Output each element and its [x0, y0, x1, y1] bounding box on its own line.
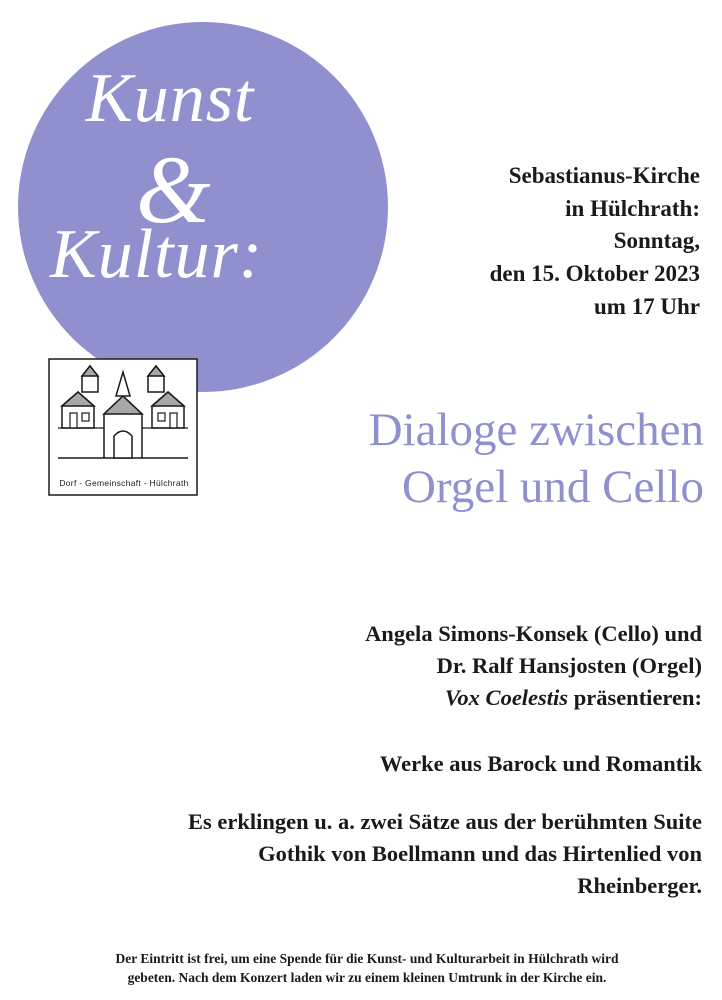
program-block	[142, 748, 702, 780]
program-line: Werke aus Barock und Romantik	[379, 751, 702, 776]
page-title	[144, 402, 704, 517]
pieces-block	[32, 806, 702, 902]
performer-organ: Dr. Ralf Hansjosten (Orgel)	[436, 652, 702, 678]
performer-cello: Angela Simons-Konsek (Cello) und	[365, 621, 702, 646]
venue-block	[320, 160, 700, 323]
venue-line-church: Sebastianus-Kirche	[508, 163, 700, 188]
wordmark-line-kunst: Kunst	[86, 60, 255, 137]
pieces-line-1: Es erklingen u. a. zwei Sätze aus der berühmten Suite	[188, 809, 702, 834]
performers-block	[142, 618, 702, 714]
emblem-caption: Dorf - Gemeinschaft - Hülchrath	[59, 478, 189, 488]
ensemble-suffix: präsentieren:	[568, 684, 702, 710]
footer-line-2: gebeten. Nach dem Konzert laden wir zu einem kleinen Umtrunk in der Kirche ein.	[127, 969, 607, 985]
ensemble-line	[142, 682, 702, 714]
venue-line-place: in Hülchrath:	[565, 195, 700, 221]
pieces-line-2: Gothik von Boellmann und das Hirtenlied von	[258, 840, 702, 866]
footer-line-1: Der Eintritt ist frei, um eine Spende für die Kunst- und Kulturarbeit in Hülchrath wird	[115, 951, 619, 966]
venue-line-date: den 15. Oktober 2023	[489, 260, 700, 286]
footer-note	[36, 950, 698, 987]
venue-line-day: Sonntag,	[613, 228, 700, 254]
wordmark-line-kultur: Kultur:	[50, 216, 264, 293]
title-line-2: Orgel und Cello	[402, 461, 704, 514]
wordmark-ampersand: &	[136, 136, 211, 243]
venue-line-time: um 17 Uhr	[593, 293, 700, 319]
title-line-1: Dialoge zwischen	[368, 404, 704, 456]
pieces-line-3: Rheinberger.	[577, 872, 702, 898]
ensemble-name: Vox Coelestis	[444, 684, 569, 710]
